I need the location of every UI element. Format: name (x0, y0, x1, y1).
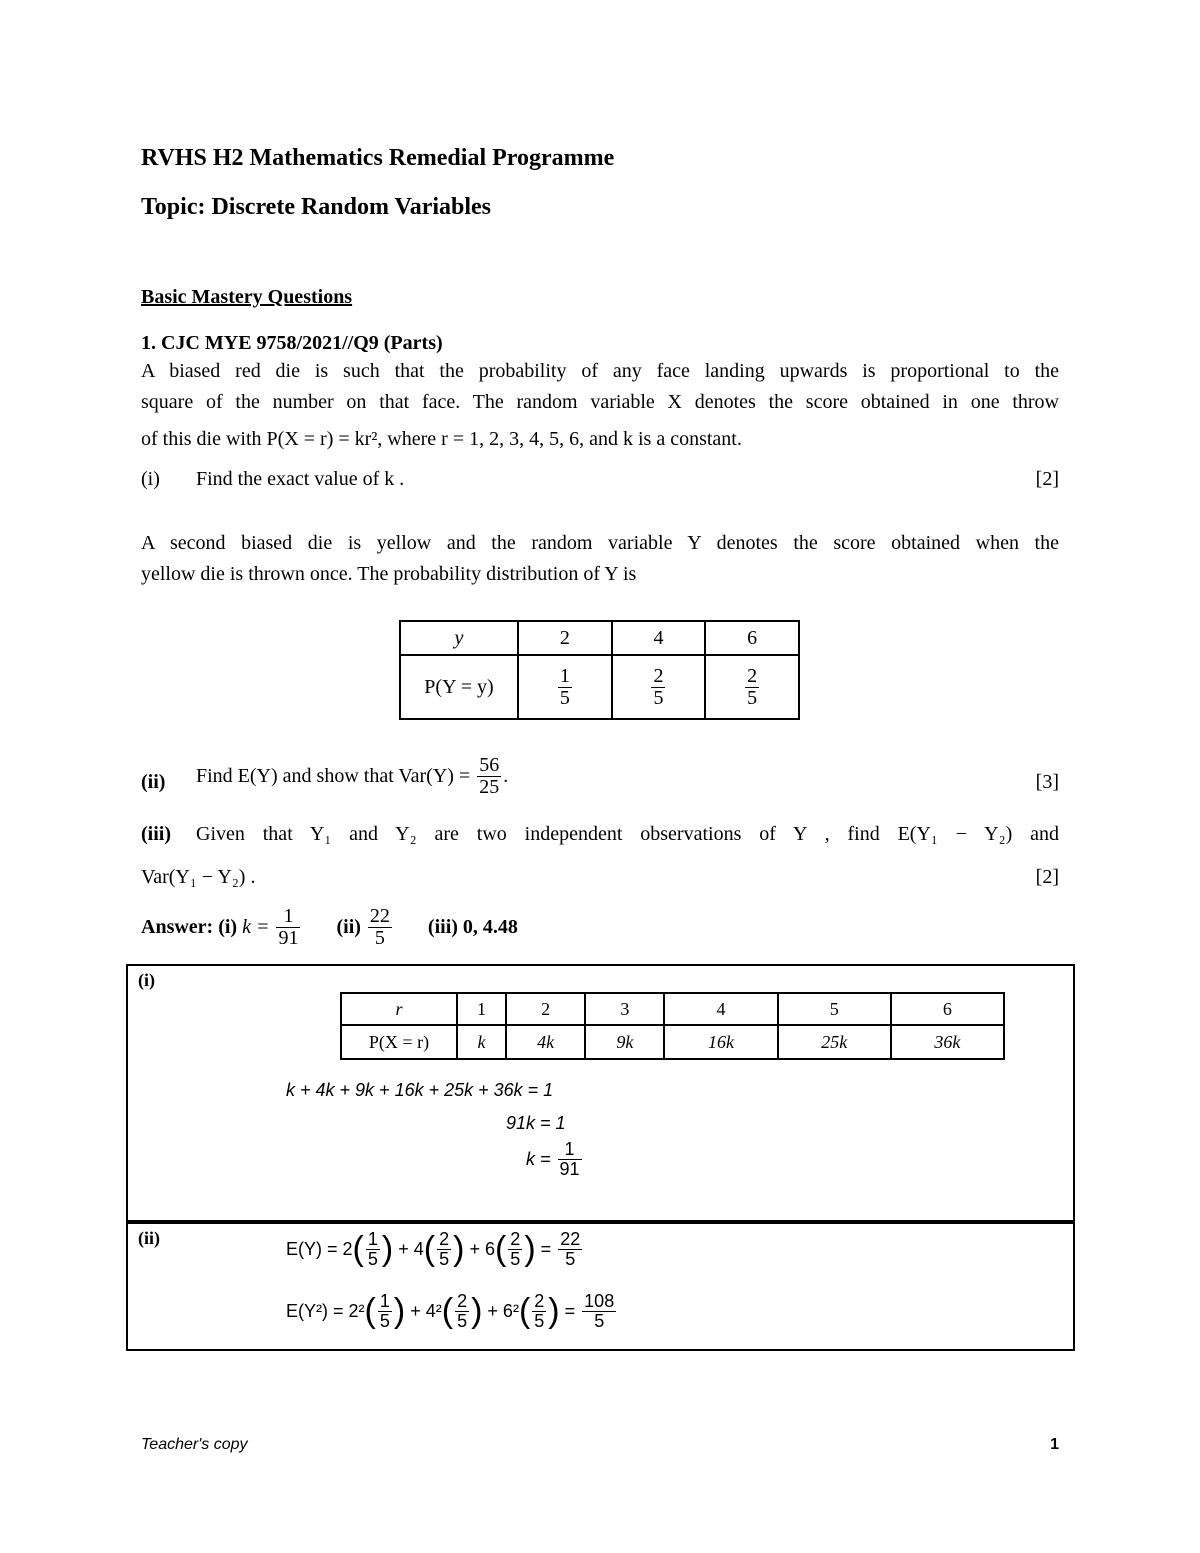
answer-label: Answer: (141, 916, 214, 938)
second-die-line1: A second biased die is yellow and the random variable Y denotes the score obtained when the (141, 532, 1059, 554)
solution-eq3 (526, 1140, 584, 1179)
prob-denominator: 5 (747, 686, 758, 709)
r-value-cell: 6 (891, 993, 1004, 1025)
px-prob-cell: 9k (585, 1025, 664, 1059)
ey-equals: = (540, 1239, 552, 1259)
ey-term1-den: 5 (367, 1249, 378, 1269)
ey-coef2: + 4 (398, 1239, 424, 1259)
px-prob-cell: 4k (506, 1025, 585, 1059)
prob-numerator: 1 (559, 664, 570, 687)
question-reference: 1. CJC MYE 9758/2021//Q9 (Parts) (141, 332, 443, 354)
answer-ii-label: (ii) (336, 916, 361, 938)
ey2-result-num: 108 (584, 1291, 615, 1312)
box-divider (128, 1220, 1073, 1222)
ey2-term3-den: 5 (534, 1311, 545, 1331)
solution-eq3-numerator: 1 (558, 1140, 582, 1160)
ey-equation: E(Y) = 2( $\frac{1}{5}$ ) + 4( $\frac{2}{5}$ ) + 6( $\frac{2}{5}$ ) = $\frac{22}{5}$ (286, 1229, 581, 1269)
prob-numerator: 2 (653, 664, 664, 687)
answer-i-denominator: 91 (278, 927, 299, 949)
question-intro-line3: of this die with P(X = r) = kr², where r = 1, 2, 3, 4, 5, 6, and k is a constant. (141, 428, 742, 450)
topic-heading: Topic: Discrete Random Variables (141, 194, 492, 220)
ey-coef3: + 6 (469, 1239, 495, 1259)
ey-result-num: 22 (560, 1229, 581, 1250)
ey2-equation: E(Y²) = 2²( $\frac{1}{5}$ ) + 4²( $\frac{2}{5}$ ) + 6²( $\frac{2}{5}$ ) = $\frac{108}{5}$ (286, 1291, 615, 1331)
page-title: RVHS H2 Mathematics Remedial Programme (141, 145, 615, 171)
y-value-cell: 2 (518, 621, 612, 655)
y-distribution-table (399, 620, 800, 720)
ey-lhs: E(Y) = 2 (286, 1239, 353, 1259)
part-i-label: (i) (141, 468, 160, 490)
ey2-lhs: E(Y²) = 2² (286, 1301, 365, 1321)
ey2-term1-den: 5 (379, 1311, 390, 1331)
prob-denominator: 5 (559, 686, 570, 709)
part-ii-line: Find E(Y) and show that Var(Y) = $\frac{56}{25}$ . (196, 754, 509, 798)
question-intro-line1: A biased red die is such that the probability of any face landing upwards is proportional to the (141, 360, 1059, 382)
py-prob-cell (612, 655, 706, 719)
solution-part-i-box (126, 964, 1075, 1224)
ey-term3-num: 2 (510, 1229, 521, 1250)
part-i-marks: [2] (1035, 468, 1059, 490)
px-prob-cell: k (457, 1025, 506, 1059)
part-ii-marks: [3] (1035, 771, 1059, 793)
ey2-coef3: + 6² (487, 1301, 519, 1321)
ey2-term2-den: 5 (457, 1311, 468, 1331)
px-prob-cell: 16k (664, 1025, 777, 1059)
answer-ii-denominator: 5 (374, 927, 385, 949)
ey2-term3-num: 2 (534, 1291, 545, 1312)
answer-iii: (iii) 0, 4.48 (427, 916, 518, 938)
question-intro-line2: square of the number on that face. The random variable X denotes the score obtained in one throw (141, 391, 1059, 413)
part-iii-line2: Var(Y₁ − Y₂) . (141, 866, 256, 888)
ey-term3-den: 5 (510, 1249, 521, 1269)
ey-result-den: 5 (565, 1249, 576, 1269)
part-iii-line1: Given that Y₁ and Y₂ are two independent observations of Y , find E(Y₁ − Y₂) and (196, 823, 1059, 845)
px-prob-cell: 25k (778, 1025, 891, 1059)
var-denominator: 25 (479, 776, 500, 798)
var-numerator: 56 (479, 754, 500, 776)
answer-i-label: (i) (218, 916, 238, 938)
y-value-cell: 6 (705, 621, 799, 655)
y-header-cell: y (400, 621, 518, 655)
ey-term2-num: 2 (439, 1229, 450, 1250)
py-prob-cell (705, 655, 799, 719)
footer-teachers-copy: Teacher's copy (141, 1436, 248, 1453)
section-heading: Basic Mastery Questions (141, 286, 353, 308)
ey2-term2-num: 2 (457, 1291, 468, 1312)
part-iii-marks: [2] (1035, 866, 1059, 888)
prob-denominator: 5 (653, 686, 664, 709)
answer-i-lhs: k = (242, 916, 270, 938)
solution-part-ii-box (126, 1220, 1075, 1351)
part-iii-label: (iii) (141, 823, 171, 845)
answer-line (141, 906, 518, 949)
r-value-cell: 3 (585, 993, 664, 1025)
solution-eq1: k + 4k + 9k + 16k + 25k + 36k = 1 (286, 1080, 554, 1100)
solution-eq2: 91k = 1 (506, 1113, 566, 1133)
ey2-term1-num: 1 (379, 1291, 390, 1312)
px-header-cell: P(X = r) (341, 1025, 457, 1059)
ey2-equals: = (564, 1301, 576, 1321)
solution-ii-label: (ii) (138, 1228, 160, 1248)
solution-eq3-denominator: 91 (559, 1158, 580, 1179)
x-distribution-table (340, 992, 1005, 1060)
answer-ii-numerator: 22 (369, 905, 390, 927)
r-header-cell: r (341, 993, 457, 1025)
prob-numerator: 2 (747, 664, 758, 687)
page-number: 1 (1050, 1436, 1059, 1453)
r-value-cell: 4 (664, 993, 777, 1025)
r-value-cell: 1 (457, 993, 506, 1025)
part-i-text: Find the exact value of k . (196, 468, 405, 490)
px-prob-cell: 36k (891, 1025, 1004, 1059)
ey2-result-den: 5 (594, 1311, 605, 1331)
ey-term1-num: 1 (367, 1229, 378, 1250)
py-prob-cell (518, 655, 612, 719)
r-value-cell: 2 (506, 993, 585, 1025)
solution-i-label: (i) (138, 970, 155, 990)
second-die-line2: yellow die is thrown once. The probability distribution of Y is (141, 563, 637, 585)
r-value-cell: 5 (778, 993, 891, 1025)
answer-i-numerator: 1 (276, 906, 300, 928)
ey-term2-den: 5 (439, 1249, 450, 1269)
py-header-cell: P(Y = y) (400, 655, 518, 719)
y-value-cell: 4 (612, 621, 706, 655)
part-ii-text: Find E(Y) and show that Var(Y) = (196, 765, 471, 787)
solution-eq3-lhs: k = (526, 1148, 551, 1169)
ey2-coef2: + 4² (410, 1301, 442, 1321)
part-ii-label: (ii) (141, 771, 166, 793)
